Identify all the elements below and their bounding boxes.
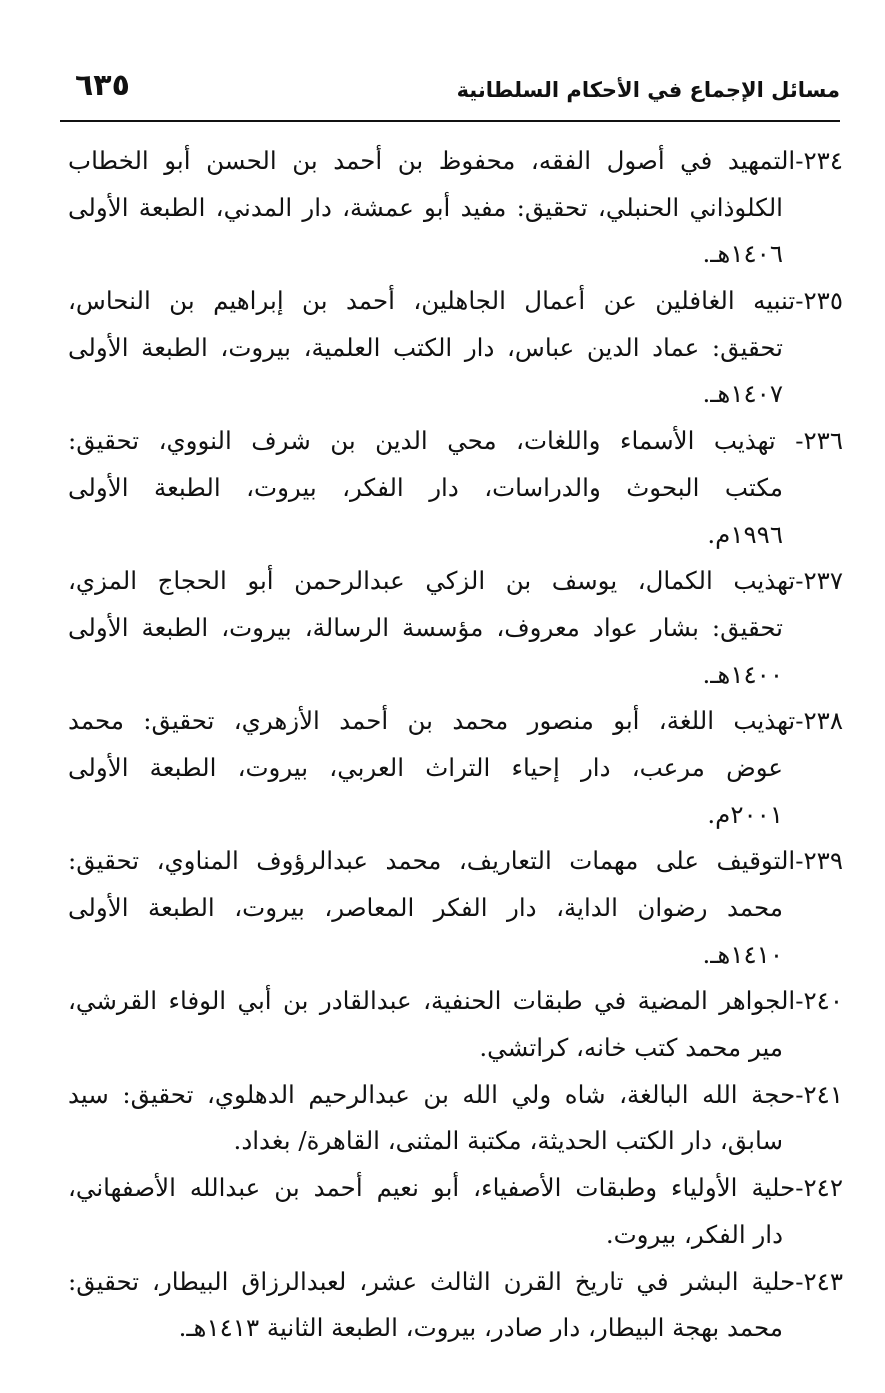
- bibliography-entry-237: [68, 558, 843, 698]
- entry-line: ٢٤٢-حلية الأولياء وطبقات الأصفياء، أبو نعيم أحمد بن عبدالله الأصفهاني،: [68, 1173, 843, 1203]
- entry-line: ١٩٩٦م.: [707, 519, 783, 549]
- entry-line: محمد رضوان الداية، دار الفكر المعاصر، بيروت، الطبعة الأولى: [68, 893, 783, 922]
- running-title: مسائل الإجماع في الأحكام السلطانية: [456, 78, 840, 102]
- bibliography-entry-235: [68, 278, 843, 418]
- bibliography-entry-236: [68, 418, 843, 558]
- entry-line: ٢٤١-حجة الله البالغة، شاه ولي الله بن عبدالرحيم الدهلوي، تحقيق: سيد: [68, 1079, 843, 1109]
- entry-line: ١٤١٠هـ.: [702, 939, 783, 969]
- page-header: [60, 62, 840, 122]
- entry-line: ٢٣٨-تهذيب اللغة، أبو منصور محمد بن أحمد الأزهري، تحقيق: محمد: [68, 706, 843, 736]
- entry-line: ٢٤٣-حلية البشر في تاريخ القرن الثالث عشر، لعبدالرزاق البيطار، تحقيق:: [68, 1266, 843, 1296]
- bibliography-entry-243: [68, 1259, 843, 1352]
- entry-line: ١٤٠٠هـ.: [702, 659, 783, 689]
- entry-line: ٢٤٠-الجواهر المضية في طبقات الحنفية، عبدالقادر بن أبي الوفاء القرشي،: [68, 986, 843, 1016]
- entry-line: ٢٣٤-التمهيد في أصول الفقه، محفوظ بن أحمد بن الحسن أبو الخطاب: [68, 146, 843, 175]
- entry-line: مكتب البحوث والدراسات، دار الفكر، بيروت، الطبعة الأولى: [68, 472, 783, 502]
- entry-line: محمد بهجة البيطار، دار صادر، بيروت، الطبعة الثانية ١٤١٣هـ.: [178, 1313, 783, 1343]
- entry-line: ١٤٠٦هـ.: [702, 239, 783, 269]
- entry-line: سابق، دار الكتب الحديثة، مكتبة المثنى، القاهرة/ بغداد.: [233, 1126, 783, 1156]
- bibliography-entry-240: [68, 978, 843, 1071]
- bibliography-list: [68, 138, 843, 1352]
- entry-line: مير محمد كتب خانه، كراتشي.: [479, 1033, 783, 1063]
- bibliography-entry-234: [68, 138, 843, 278]
- entry-line: تحقيق: عماد الدين عباس، دار الكتب العلمية، بيروت، الطبعة الأولى: [68, 332, 783, 362]
- entry-line: عوض مرعب، دار إحياء التراث العربي، بيروت، الطبعة الأولى: [68, 752, 783, 782]
- entry-line: تحقيق: بشار عواد معروف، مؤسسة الرسالة، بيروت، الطبعة الأولى: [68, 612, 783, 642]
- bibliography-entry-242: [68, 1165, 843, 1258]
- entry-line: ٢٣٦- تهذيب الأسماء واللغات، محي الدين بن شرف النووي، تحقيق:: [68, 426, 843, 456]
- entry-line: ٢٣٩-التوقيف على مهمات التعاريف، محمد عبدالرؤوف المناوي، تحقيق:: [68, 846, 843, 876]
- bibliography-entry-239: [68, 838, 843, 978]
- entry-line: ٢٠٠١م.: [707, 799, 783, 829]
- bibliography-entry-238: [68, 698, 843, 838]
- bibliography-entry-241: [68, 1072, 843, 1165]
- entry-line: ٢٣٧-تهذيب الكمال، يوسف بن الزكي عبدالرحمن أبو الحجاج المزي،: [68, 566, 843, 596]
- entry-line: ١٤٠٧هـ.: [702, 379, 783, 409]
- entry-line: دار الفكر، بيروت.: [605, 1219, 783, 1249]
- page-number: ٦٣٥: [75, 68, 130, 103]
- entry-line: ٢٣٥-تنبيه الغافلين عن أعمال الجاهلين، أحمد بن إبراهيم بن النحاس،: [68, 286, 843, 316]
- entry-line: الكلوذاني الحنبلي، تحقيق: مفيد أبو عمشة، دار المدني، الطبعة الأولى: [68, 192, 783, 222]
